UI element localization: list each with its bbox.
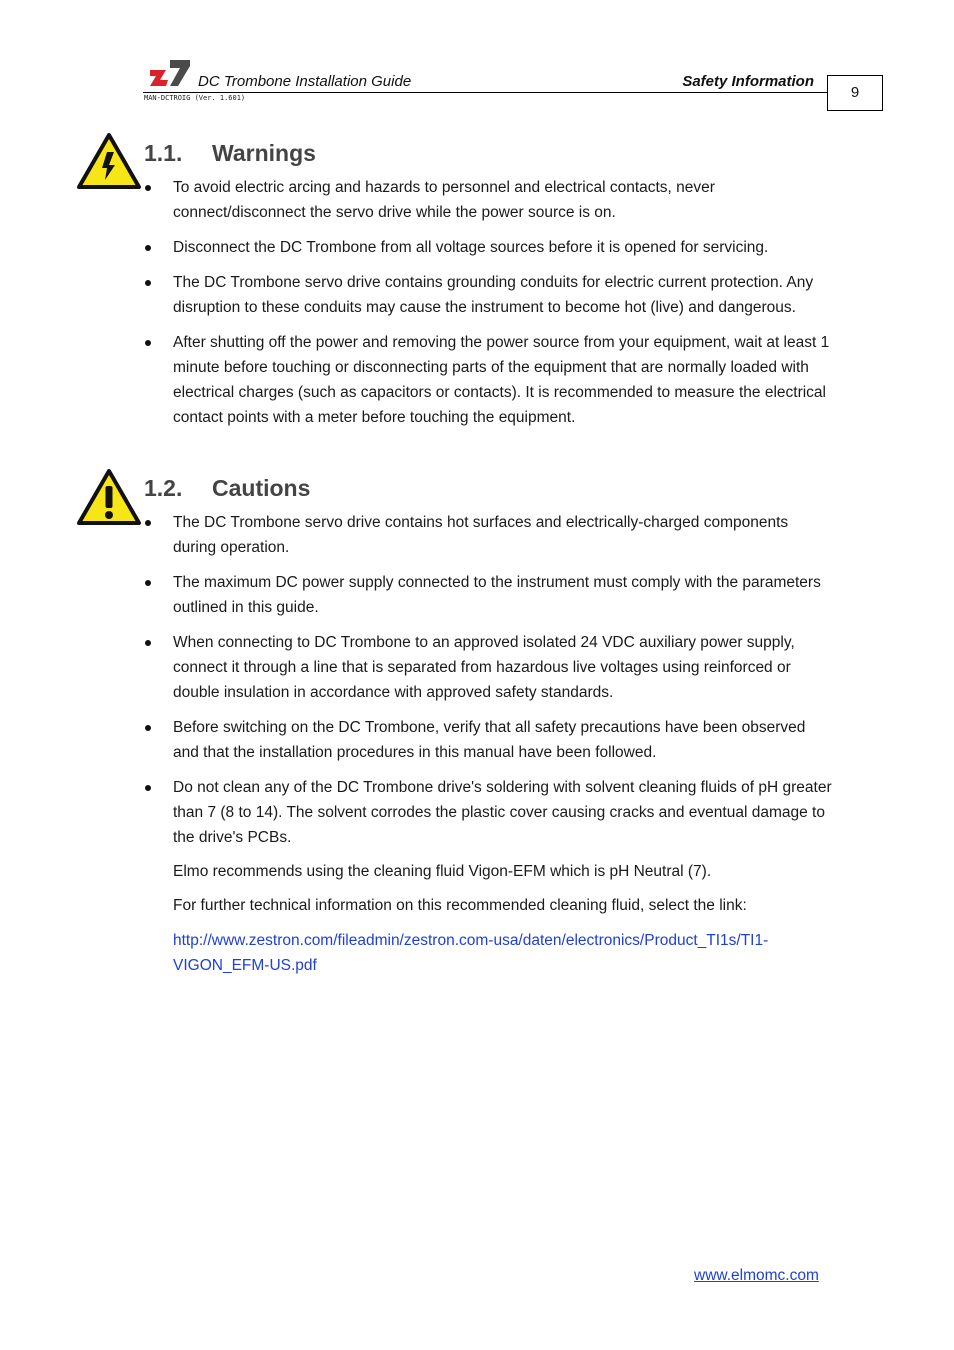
cleaning-fluid-note: Elmo recommends using the cleaning fluid Vigon-EFM which is pH Neutral (7). xyxy=(173,863,712,880)
electric-shock-warning-icon xyxy=(76,132,142,190)
cleaning-fluid-link-line1: http://www.zestron.com/fileadmin/zestron.com-usa/daten/electronics/Product_TI1s/TI1- xyxy=(173,932,769,949)
elmo-logo-icon xyxy=(148,58,190,88)
list-item: The maximum DC power supply connected to the instrument must comply with the parameters outlined in this guide. xyxy=(144,570,834,620)
list-item: When connecting to DC Trombone to an approved isolated 24 VDC auxiliary power supply, connect it through a line that is separated from hazardous live voltages using reinforced or double insulation in accordance with approved safety standards. xyxy=(144,630,834,705)
footer-website-link[interactable]: www.elmomc.com xyxy=(694,1267,819,1284)
list-item: After shutting off the power and removing the power source from your equipment, wait at least 1 minute before touching or disconnecting parts of the equipment that are normally loaded with electrical charges (such as capacitors or contacts). It is recommended to measure the electrical contact points with a meter before touching the equipment. xyxy=(144,330,834,430)
page-number: 9 xyxy=(827,75,883,111)
cleaning-fluid-link-paragraph xyxy=(173,928,833,978)
section-title: Safety Information xyxy=(682,73,814,90)
cautions-list xyxy=(144,510,834,860)
document-title: DC Trombone Installation Guide xyxy=(198,73,412,90)
cautions-heading-number: 1.2. xyxy=(144,475,183,501)
warnings-heading-title: Warnings xyxy=(212,140,316,166)
cleaning-fluid-link[interactable] xyxy=(173,932,768,974)
list-item: The DC Trombone servo drive contains grounding conduits for electric current protection. Any disruption to these conduits may cause the instrument to become hot (live) and dangerous. xyxy=(144,270,834,320)
warnings-heading-number: 1.1. xyxy=(144,140,183,166)
warnings-list xyxy=(144,175,834,440)
caution-exclamation-icon xyxy=(76,468,142,526)
warnings-heading xyxy=(144,140,316,167)
cautions-heading xyxy=(144,475,310,502)
list-item: To avoid electric arcing and hazards to personnel and electrical contacts, never connect/disconnect the servo drive while the power source is on. xyxy=(144,175,834,225)
header-rule xyxy=(143,92,828,93)
list-item: The DC Trombone servo drive contains hot surfaces and electrically-charged components during operation. xyxy=(144,510,834,560)
technical-info-note: For further technical information on this recommended cleaning fluid, select the link: xyxy=(173,897,747,914)
list-item: Do not clean any of the DC Trombone drive's soldering with solvent cleaning fluids of pH greater than 7 (8 to 14). The solvent corrodes the plastic cover causing cracks and eventual damage to the drive's PCBs. xyxy=(144,775,834,850)
list-item: Before switching on the DC Trombone, verify that all safety precautions have been observed and that the installation procedures in this manual have been followed. xyxy=(144,715,834,765)
cautions-heading-title: Cautions xyxy=(212,475,311,501)
document-version: MAN-DCTROIG (Ver. 1.601) xyxy=(144,94,246,102)
cleaning-fluid-link-line2: VIGON_EFM-US.pdf xyxy=(173,957,317,974)
list-item: Disconnect the DC Trombone from all voltage sources before it is opened for servicing. xyxy=(144,235,834,260)
